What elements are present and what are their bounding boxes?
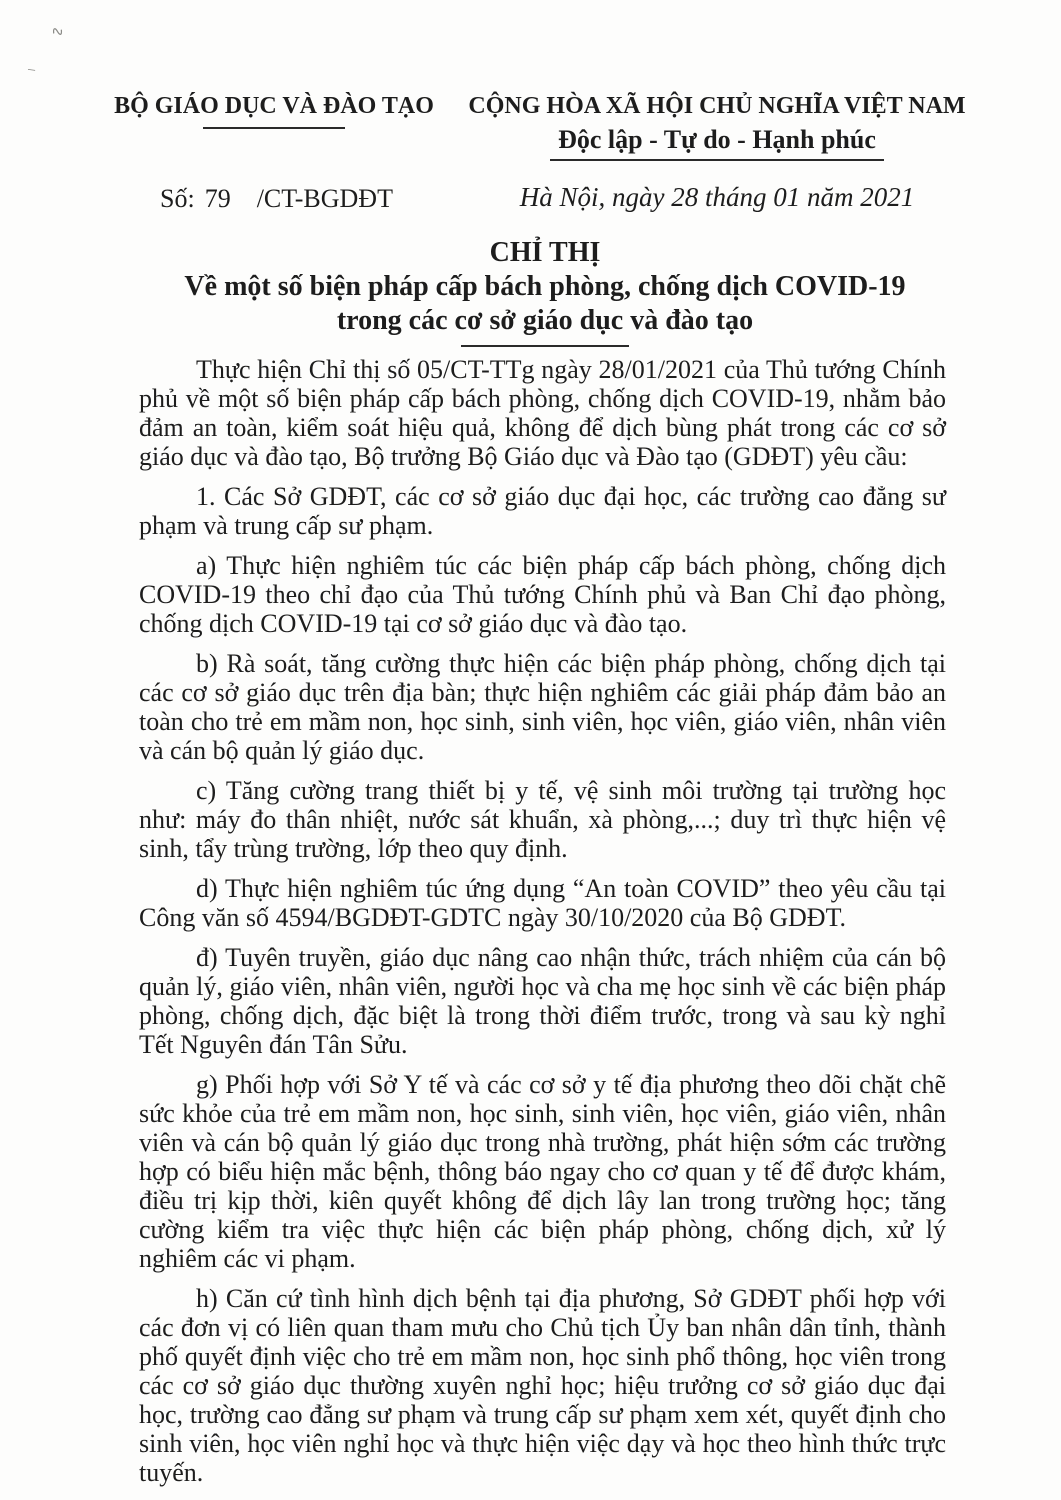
org-underline xyxy=(203,127,345,129)
national-motto: Độc lập - Tự do - Hạnh phúc xyxy=(550,125,884,161)
republic-name: CỘNG HÒA XÃ HỘI CHỦ NGHĨA VIỆT NAM xyxy=(468,93,966,119)
title-block xyxy=(140,236,950,347)
scan-artifact-icon: – xyxy=(27,61,35,78)
document-body xyxy=(139,355,946,1498)
item-c: c) Tăng cường trang thiết bị y tế, vệ sinh môi trường tại trường học như: máy đo thân nhiệt, nước sát khuẩn, xà phòng,...; duy trì thực hiện vệ sinh, tẩy trùng trường, lớp theo quy định. xyxy=(139,776,946,863)
item-a: a) Thực hiện nghiêm túc các biện pháp cấp bách phòng, chống dịch COVID-19 theo chỉ đạo của Thủ tướng Chính phủ và Ban Chỉ đạo phòng, chống dịch COVID-19 tại cơ sở giáo dục và đào tạo. xyxy=(139,551,946,638)
national-header-block xyxy=(462,92,972,161)
title-subject-line1: Về một số biện pháp cấp bách phòng, chống dịch COVID-19 xyxy=(184,271,906,302)
item-d: d) Thực hiện nghiêm túc ứng dụng “An toàn COVID” theo yêu cầu tại Công văn số 4594/BGDĐT-GDTC ngày 30/10/2020 của Bộ GDĐT. xyxy=(139,874,946,932)
item-g: g) Phối hợp với Sở Y tế và các cơ sở y tế địa phương theo dõi chặt chẽ sức khỏe của trẻ em mầm non, học sinh, sinh viên, học viên, giáo viên, nhân viên và cán bộ quản lý giáo dục trong nhà trường, phát hiện sớm các trường hợp có biểu hiện mắc bệnh, thông báo ngay cho cơ quan y tế để được khám, điều trị kịp thời, kiên quyết không để dịch lây lan trong trường học; tăng cường kiểm tra việc thực hiện các biện pháp phòng, chống dịch, xử lý nghiêm các vi phạm. xyxy=(139,1070,946,1273)
document-number xyxy=(160,184,393,214)
section-1-heading: 1. Các Sở GDĐT, các cơ sở giáo dục đại học, các trường cao đẳng sư phạm và trung cấp sư phạm. xyxy=(139,482,946,540)
issuing-org-block xyxy=(106,92,442,129)
item-b: b) Rà soát, tăng cường thực hiện các biện pháp phòng, chống dịch tại các cơ sở giáo dục trên địa bàn; thực hiện nghiêm các giải pháp đảm bảo an toàn cho trẻ em mầm non, học sinh, sinh viên, học viên, giáo viên, nhân viên và cán bộ quản lý giáo dục. xyxy=(139,649,946,765)
item-h: h) Căn cứ tình hình dịch bệnh tại địa phương, Sở GDĐT phối hợp với các đơn vị có liên quan tham mưu cho Chủ tịch Ủy ban nhân dân tỉnh, thành phố quyết định việc cho trẻ em mầm non, học sinh phổ thông, học viên trong các cơ sở giáo dục thường xuyên nghỉ học; hiệu trưởng cơ sở giáo dục đại học, trường cao đẳng sư phạm và trung cấp sư phạm xem xét, quyết định cho sinh viên, học viên nghỉ học và thực hiện việc dạy và học theo hình thức trực tuyến. xyxy=(139,1284,946,1487)
title-underline xyxy=(461,345,629,347)
paragraph-intro: Thực hiện Chỉ thị số 05/CT-TTg ngày 28/01/2021 của Thủ tướng Chính phủ về một số biện pháp cấp bách phòng, chống dịch COVID-19, nhằm bảo đảm an toàn, kiểm soát hiệu quả, không để dịch bùng phát trong các cơ sở giáo dục và đào tạo, Bộ trưởng Bộ Giáo dục và Đào tạo (GDĐT) yêu cầu: xyxy=(139,355,946,471)
document-type-title: CHỈ THỊ xyxy=(489,237,601,268)
place-and-date: Hà Nội, ngày 28 tháng 01 năm 2021 xyxy=(519,182,915,212)
issuing-org-name: BỘ GIÁO DỤC VÀ ĐÀO TẠO xyxy=(114,93,434,119)
title-subject-line2: trong các cơ sở giáo dục và đào tạo xyxy=(336,305,754,336)
item-dd: đ) Tuyên truyền, giáo dục nâng cao nhận thức, trách nhiệm của cán bộ quản lý, giáo viên, nhân viên, người học và cha mẹ học sinh về các biện pháp phòng, chống dịch, đặc biệt là trong thời điểm trước, trong và sau kỳ nghỉ Tết Nguyên đán Tân Sửu. xyxy=(139,943,946,1059)
document-number-value: 79 xyxy=(204,184,231,213)
document-number-symbol: /CT-BGDĐT xyxy=(256,184,393,213)
document-number-label: Số: xyxy=(160,184,195,213)
scan-artifact-icon: ∿ xyxy=(49,22,67,43)
